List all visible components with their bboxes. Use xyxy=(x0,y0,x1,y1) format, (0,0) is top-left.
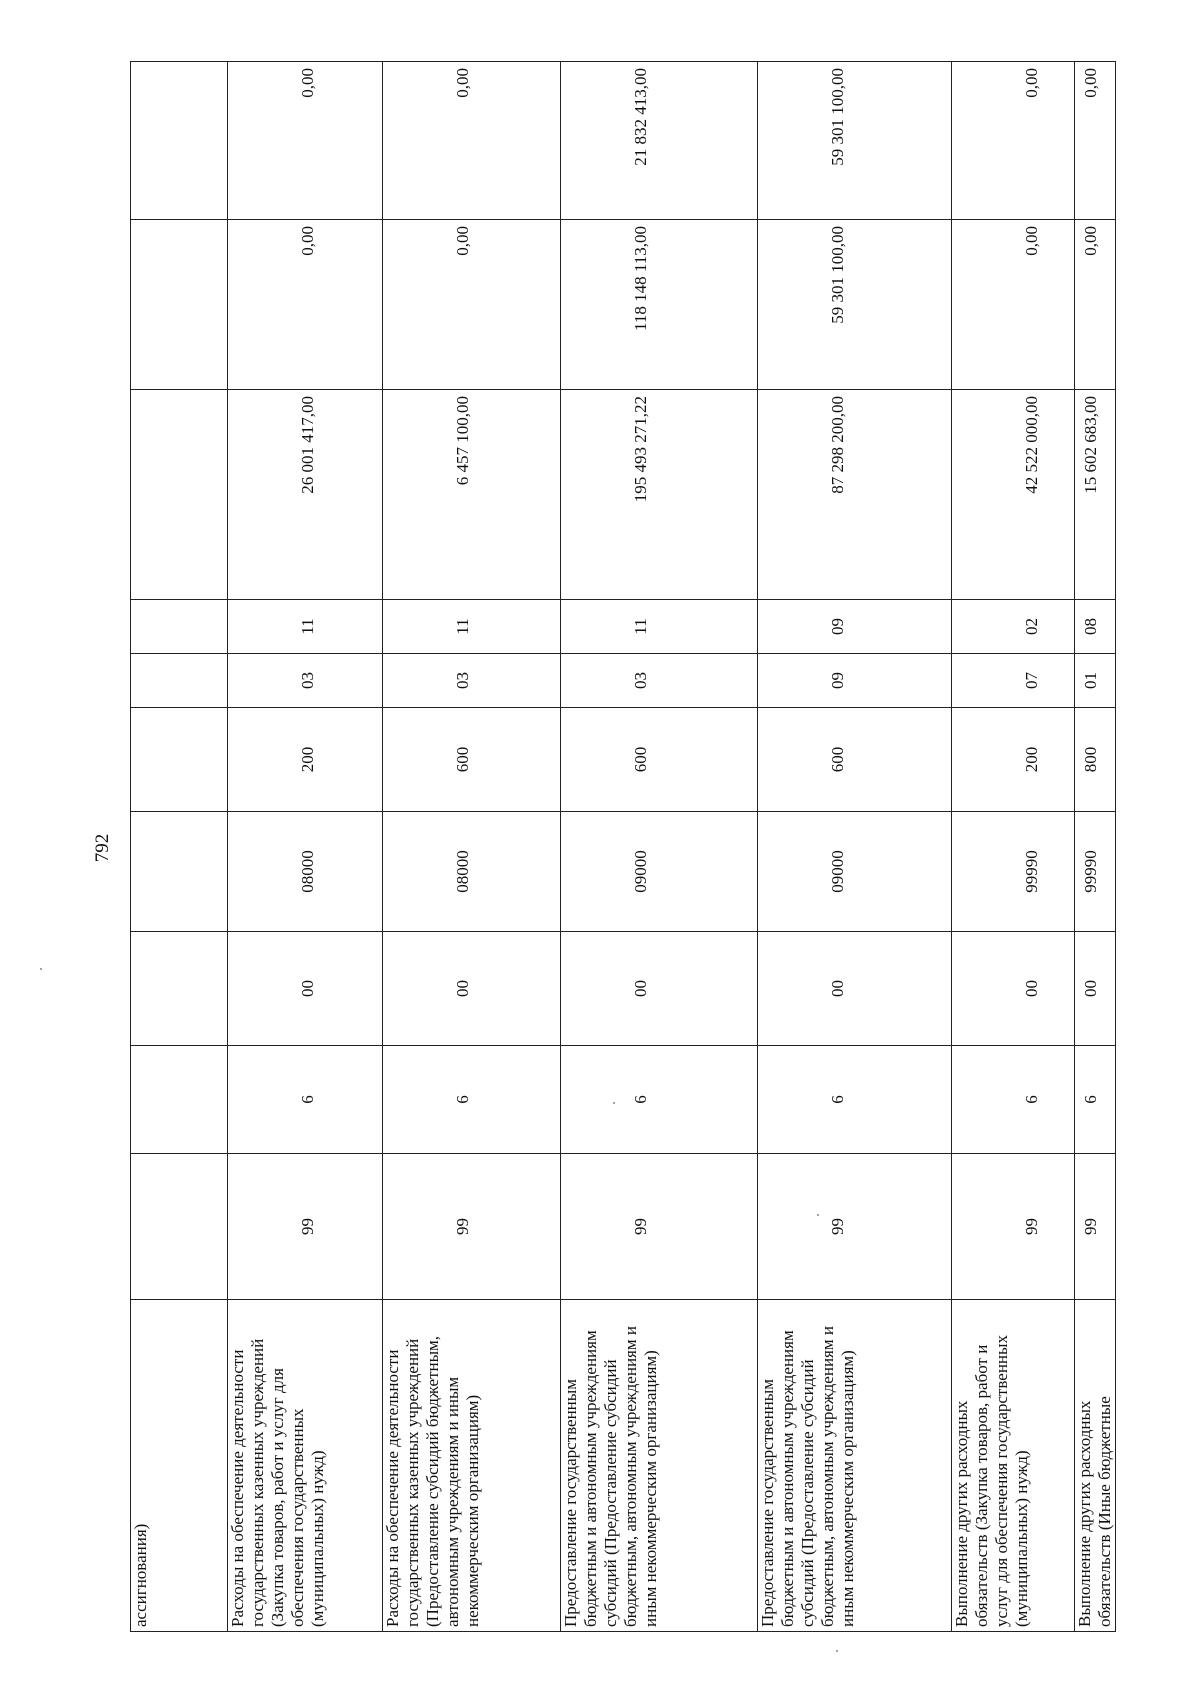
code-cell: 09000 xyxy=(758,812,952,932)
code-cell: 600 xyxy=(758,708,952,812)
amount-cell: 118 148 113,00 xyxy=(561,220,758,390)
amount-cell xyxy=(131,390,228,600)
code-cell: 99 xyxy=(228,1154,383,1300)
code-cell: 07 xyxy=(952,654,1075,708)
code-cell: 99 xyxy=(1075,1154,1116,1300)
scan-speck xyxy=(40,968,42,970)
code-cell: 200 xyxy=(228,708,383,812)
code-cell: 00 xyxy=(383,932,561,1046)
code-cell: 11 xyxy=(383,600,561,654)
scan-speck xyxy=(817,1214,819,1216)
code-cell: 00 xyxy=(561,932,758,1046)
code-cell: 99 xyxy=(561,1154,758,1300)
table-row xyxy=(758,62,952,1632)
amount-cell: 0,00 xyxy=(228,62,383,220)
code-cell: 800 xyxy=(1075,708,1116,812)
code-cell: 99 xyxy=(758,1154,952,1300)
amount-cell: 26 001 417,00 xyxy=(228,390,383,600)
amount-cell: 59 301 100,00 xyxy=(758,220,952,390)
amount-cell: 0,00 xyxy=(952,220,1075,390)
row-description: Расходы на обеспечение деятельности государственных казенных учреждений (Закупка товаров, работ и услуг для обеспечения государственных (муниципальных) нужд) xyxy=(228,1300,383,1632)
amount-cell: 0,00 xyxy=(228,220,383,390)
code-cell: 09 xyxy=(758,654,952,708)
amount-cell: 0,00 xyxy=(1075,220,1116,390)
code-cell: 99 xyxy=(383,1154,561,1300)
table-row xyxy=(952,62,1075,1632)
code-cell: 6 xyxy=(758,1046,952,1154)
code-cell: 02 xyxy=(952,600,1075,654)
amount-cell: 21 832 413,00 xyxy=(561,62,758,220)
code-cell: 11 xyxy=(228,600,383,654)
row-description: Выполнение других расходных обязательств (Иные бюджетные xyxy=(1075,1300,1116,1632)
code-cell: 01 xyxy=(1075,654,1116,708)
code-cell: 00 xyxy=(758,932,952,1046)
budget-table xyxy=(130,61,1116,1632)
table-row xyxy=(228,62,383,1632)
table-row xyxy=(383,62,561,1632)
code-cell xyxy=(131,1154,228,1300)
code-cell xyxy=(131,932,228,1046)
table-row xyxy=(561,62,758,1632)
table-row xyxy=(131,62,228,1632)
code-cell: 03 xyxy=(561,654,758,708)
scan-speck xyxy=(613,1102,615,1104)
code-cell: 6 xyxy=(1075,1046,1116,1154)
code-cell: 09000 xyxy=(561,812,758,932)
amount-cell: 0,00 xyxy=(383,220,561,390)
amount-cell: 0,00 xyxy=(383,62,561,220)
code-cell: 600 xyxy=(383,708,561,812)
code-cell xyxy=(131,654,228,708)
row-description: ассигнования) xyxy=(131,1300,228,1632)
code-cell xyxy=(131,812,228,932)
code-cell: 11 xyxy=(561,600,758,654)
code-cell: 00 xyxy=(1075,932,1116,1046)
page-number: 792 xyxy=(92,833,113,863)
code-cell: 6 xyxy=(952,1046,1075,1154)
rotated-table-container xyxy=(130,62,1114,1632)
code-cell: 03 xyxy=(383,654,561,708)
code-cell: 99990 xyxy=(952,812,1075,932)
code-cell xyxy=(131,600,228,654)
row-description: Выполнение других расходных обязательств (Закупка товаров, работ и услуг для обеспечения государственных (муниципальных) нужд) xyxy=(952,1300,1075,1632)
row-description: Расходы на обеспечение деятельности государственных казенных учреждений (Предоставление субсидий бюджетным, автономным учреждениям и иным некоммерческим организациям) xyxy=(383,1300,561,1632)
amount-cell xyxy=(131,62,228,220)
code-cell: 00 xyxy=(952,932,1075,1046)
code-cell: 09 xyxy=(758,600,952,654)
code-cell: 08000 xyxy=(383,812,561,932)
amount-cell: 15 602 683,00 xyxy=(1075,390,1116,600)
amount-cell: 42 522 000,00 xyxy=(952,390,1075,600)
code-cell: 6 xyxy=(561,1046,758,1154)
code-cell xyxy=(131,1046,228,1154)
amount-cell: 59 301 100,00 xyxy=(758,62,952,220)
code-cell: 08 xyxy=(1075,600,1116,654)
code-cell: 03 xyxy=(228,654,383,708)
scan-speck xyxy=(836,1650,838,1652)
amount-cell: 195 493 271,22 xyxy=(561,390,758,600)
table-row xyxy=(1075,62,1116,1632)
table-body xyxy=(131,62,1116,1632)
code-cell xyxy=(131,708,228,812)
code-cell: 99990 xyxy=(1075,812,1116,932)
amount-cell xyxy=(131,220,228,390)
code-cell: 600 xyxy=(561,708,758,812)
row-description: Предоставление государственным бюджетным и автономным учреждениям субсидий (Предоставление субсидий бюджетным, автономным учреждениям и иным некоммерческим организациям) xyxy=(561,1300,758,1632)
code-cell: 00 xyxy=(228,932,383,1046)
amount-cell: 6 457 100,00 xyxy=(383,390,561,600)
amount-cell: 0,00 xyxy=(1075,62,1116,220)
code-cell: 6 xyxy=(383,1046,561,1154)
code-cell: 99 xyxy=(952,1154,1075,1300)
code-cell: 6 xyxy=(228,1046,383,1154)
code-cell: 200 xyxy=(952,708,1075,812)
amount-cell: 87 298 200,00 xyxy=(758,390,952,600)
row-description: Предоставление государственным бюджетным и автономным учреждениям субсидий (Предоставление субсидий бюджетным, автономным учреждениям и иным некоммерческим организациям) xyxy=(758,1300,952,1632)
code-cell: 08000 xyxy=(228,812,383,932)
amount-cell: 0,00 xyxy=(952,62,1075,220)
